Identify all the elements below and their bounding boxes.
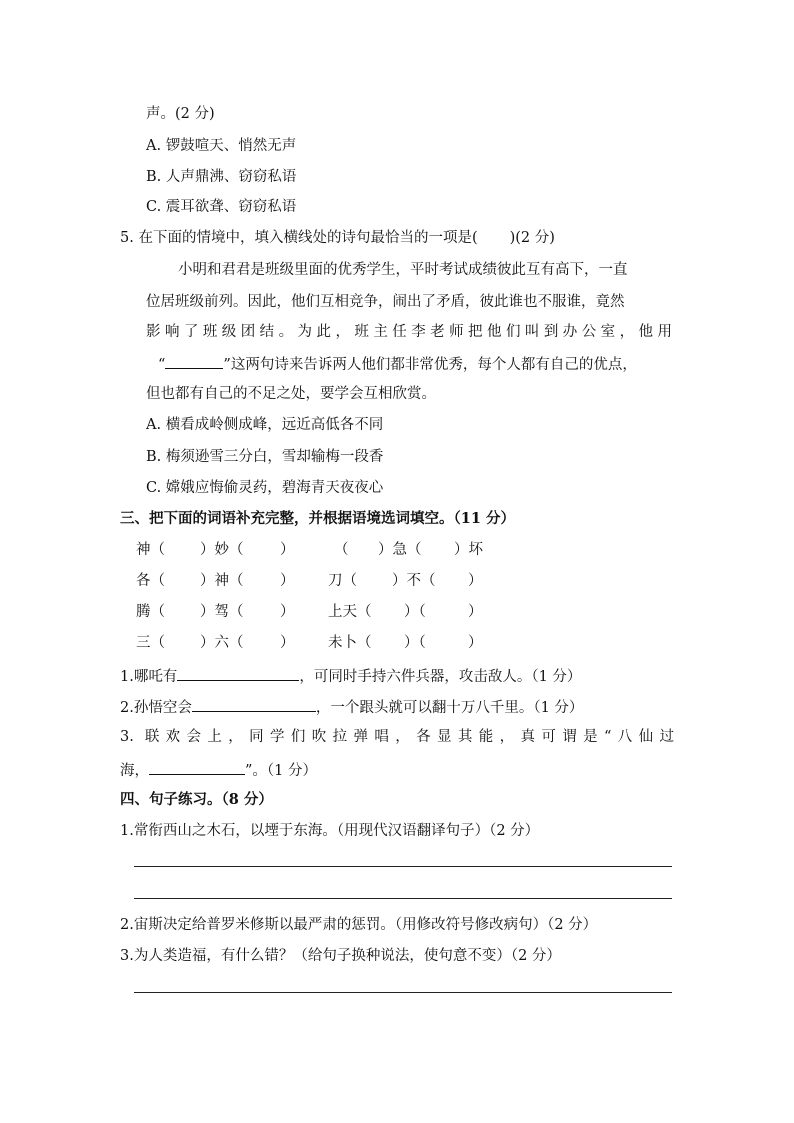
open-quote: “	[158, 357, 166, 373]
q5-passage-line: 小明和君君是班级里面的优秀学生，平时考试成绩彼此互有高下，一直	[178, 262, 628, 278]
q5-passage-line	[158, 353, 637, 375]
idiom-cell: 各（	[136, 573, 165, 589]
idiom-cell: 腾（	[136, 604, 165, 620]
section4-heading: 四、句子练习。（8 分）	[120, 791, 273, 808]
idiom-cell: ）不（	[392, 573, 436, 589]
idiom-cell: ）	[468, 573, 483, 589]
idiom-cell: ）	[468, 635, 483, 651]
fill-blank[interactable]	[177, 665, 299, 681]
idiom-cell: 未卜（	[328, 635, 372, 651]
idiom-cell: ）	[280, 635, 295, 651]
s4-question-3: 3.为人类造福，有什么错？（给句子换种说法，使句意不变）（2 分）	[120, 948, 561, 964]
q5-option-a: A. 横看成岭侧成峰，远近高低各不同	[146, 417, 384, 433]
q5-passage-line: 但也都有自己的不足之处，要学会互相欣赏。	[146, 386, 436, 402]
answer-line[interactable]	[134, 866, 672, 867]
s4-question-1: 1.常衔西山之木石，以堙于东海。（用现代汉语翻译句子）（2 分）	[120, 823, 540, 839]
s3-item-1	[120, 665, 581, 687]
q5-option-b: B. 梅须逊雪三分白，雪却输梅一段香	[146, 449, 384, 465]
s3-item-text: 海，	[120, 763, 149, 779]
fill-blank[interactable]	[149, 759, 245, 775]
q4-tail: 声。(2 分)	[146, 106, 215, 122]
idiom-cell: ）（	[404, 604, 426, 620]
answer-line[interactable]	[134, 992, 672, 993]
idiom-cell: ）急（	[378, 542, 422, 558]
idiom-cell: 上天（	[328, 604, 372, 620]
idiom-cell: （	[334, 542, 349, 558]
idiom-cell: ）妙（	[200, 542, 244, 558]
idiom-cell: 三（	[136, 635, 165, 651]
s4-question-2: 2.宙斯决定给普罗米修斯以最严肃的惩罚。（用修改符号修改病句）（2 分）	[120, 917, 598, 933]
fill-blank[interactable]	[192, 696, 316, 712]
q5-score: )(2 分)	[509, 230, 555, 246]
idiom-cell: ）	[280, 604, 295, 620]
s3-item-3-cont	[120, 759, 317, 781]
s3-item-2	[120, 696, 583, 718]
idiom-cell: ）（	[404, 635, 426, 651]
answer-line[interactable]	[134, 898, 672, 899]
idiom-cell: ）	[280, 573, 295, 589]
q5-passage-line: 位居班级前列。因此，他们互相竞争，闹出了矛盾，彼此谁也不服谁，竟然	[146, 294, 625, 310]
q4-option-b: B. 人声鼎沸、窃窃私语	[146, 169, 297, 185]
idiom-cell: ）六（	[200, 635, 244, 651]
idiom-cell: ）	[468, 604, 483, 620]
idiom-cell: 神（	[136, 542, 165, 558]
s3-item-text: ”。（1 分）	[245, 763, 317, 779]
s3-item-text: ，一个跟头就可以翻十万八千里。（1 分）	[315, 700, 584, 716]
idiom-cell: ）	[280, 542, 295, 558]
s3-item-text: 2.孙悟空会	[120, 700, 192, 716]
s3-item-text: 1.哪吒有	[120, 669, 178, 685]
section3-heading: 三、把下面的词语补充完整，并根据语境选词填空。（11 分）	[120, 510, 515, 527]
q5-passage-line: 影响了班级团结。为此，班主任李老师把他们叫到办公室，他用	[146, 324, 672, 340]
idiom-cell: ）坏	[454, 542, 483, 558]
q5-stem	[120, 228, 555, 248]
q5-option-c: C. 嫦娥应悔偷灵药，碧海青天夜夜心	[146, 480, 384, 496]
idiom-cell: ）神（	[200, 573, 244, 589]
s3-item-text: ，可同时手持六件兵器，攻击敌人。（1 分）	[299, 669, 582, 685]
fill-blank[interactable]	[165, 353, 223, 369]
idiom-cell: 刀（	[328, 573, 357, 589]
idiom-cell: ）驾（	[200, 604, 244, 620]
q4-option-a: A. 锣鼓喧天、悄然无声	[146, 138, 297, 154]
s3-item-3: 3. 联欢会上，同学们吹拉弹唱，各显其能，真可谓是“八仙过	[120, 729, 674, 745]
q4-option-c: C. 震耳欲聋、窃窃私语	[146, 199, 297, 215]
q5-passage-text: ”这两句诗来告诉两人他们都非常优秀，每个人都有自己的优点，	[223, 357, 637, 373]
q5-stem-text: 5. 在下面的情境中，填入横线处的诗句最恰当的一项是(	[120, 230, 478, 246]
